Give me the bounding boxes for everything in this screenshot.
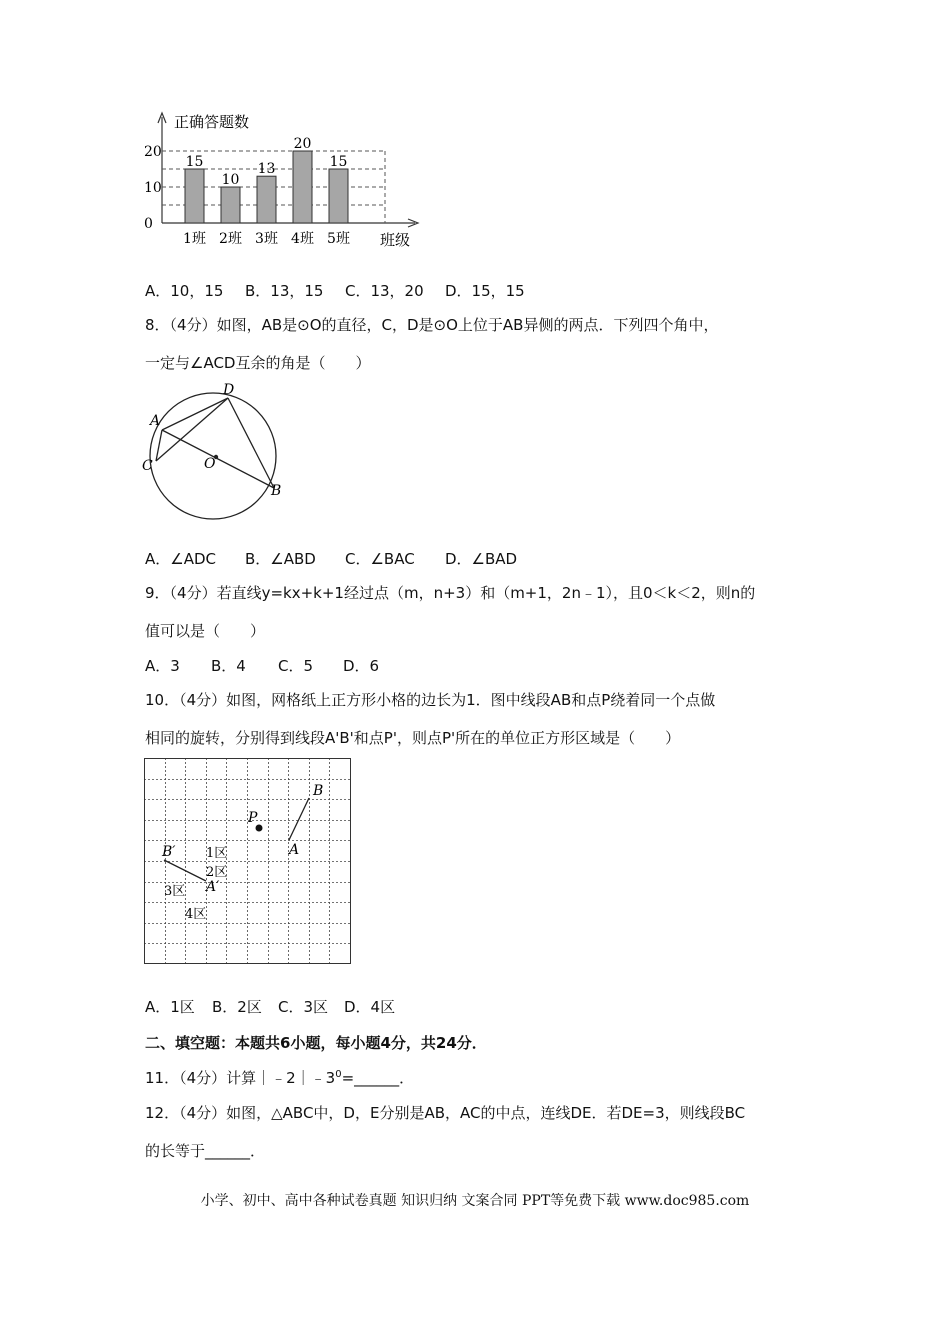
q11-prefix: 11．（4分）计算｜﹣2｜﹣3: [145, 1069, 336, 1087]
label-b-prime: B′: [162, 844, 176, 860]
q11-suffix: =______．: [341, 1069, 415, 1087]
choice-c[interactable]: C．3区: [278, 998, 329, 1016]
section-heading: 二、填空题：本题共6小题，每小题4分，共24分．: [145, 1034, 487, 1052]
bar: [257, 176, 276, 223]
label-b: B: [271, 483, 282, 499]
region-2-label: 2区: [206, 865, 228, 880]
q11-stem: [145, 1067, 414, 1088]
bar: [221, 187, 240, 223]
x-tick-label: 1班: [183, 231, 206, 247]
y-tick-label: 10: [144, 180, 162, 196]
label-b: B: [313, 783, 324, 799]
q11-exponent: 0: [335, 1069, 342, 1080]
segment-ab: [289, 798, 309, 840]
choice-b[interactable]: B．∠ABD: [245, 550, 316, 568]
bar-value-label: 15: [185, 154, 204, 170]
y-axis-label: 正确答题数: [174, 113, 250, 131]
x-tick-label: 3班: [255, 231, 278, 247]
y-tick-label: 20: [144, 144, 162, 160]
y-tick-label: 0: [144, 216, 153, 232]
bar: [293, 151, 312, 223]
choice-d[interactable]: D．15，15: [445, 282, 525, 300]
label-a-prime: A′: [206, 879, 220, 895]
choice-a[interactable]: A．1区: [145, 998, 195, 1016]
choice-a[interactable]: A．3: [145, 657, 180, 675]
choice-b[interactable]: B．13，15: [245, 282, 324, 300]
q8-stem-line1: 8．（4分）如图，AB是⊙O的直径，C，D是⊙O上位于AB异侧的两点．下列四个角中，: [145, 316, 719, 334]
q10-stem-line1: 10．（4分）如图，网格纸上正方形小格的边长为1．图中线段AB和点P绕着同一个点做: [145, 691, 716, 709]
label-p: P: [248, 810, 258, 826]
segment-ad: [162, 398, 228, 430]
segment-bd: [228, 398, 274, 488]
segment-ab: [162, 430, 274, 488]
q8-choices: [145, 548, 517, 569]
circle-figure: [138, 378, 288, 523]
label-a: A: [150, 413, 161, 429]
segment-a-prime-b-prime: [164, 860, 206, 881]
x-axis-label: 班级: [380, 231, 411, 249]
bar: [329, 169, 348, 223]
x-tick-label: 4班: [291, 231, 314, 247]
choice-d[interactable]: D．∠BAD: [445, 550, 518, 568]
circle-chords: [156, 398, 274, 488]
q8-stem-line2: 一定与∠ACD互余的角是（ ）: [145, 354, 371, 372]
q9-choices: [145, 655, 379, 676]
bar-value-label: 13: [257, 161, 276, 178]
choice-d[interactable]: D．4区: [344, 998, 396, 1016]
choice-a[interactable]: A．∠ADC: [145, 550, 216, 568]
bar-value-label: 20: [293, 136, 312, 152]
region-4-label: 4区: [185, 907, 207, 922]
choice-c[interactable]: C．5: [278, 657, 314, 675]
label-d: D: [223, 382, 235, 398]
q9-stem-line1: 9．（4分）若直线y=kx+k+1经过点（m，n+3）和（m+1，2n﹣1），且0＜k＜2，则n的: [145, 584, 756, 602]
label-o: O: [204, 456, 216, 472]
choice-b[interactable]: B．2区: [212, 998, 262, 1016]
region-1-label: 1区: [206, 846, 228, 861]
bar-value-label: 10: [221, 172, 240, 188]
q12-stem-line1: 12．（4分）如图，△ABC中，D，E分别是AB，AC的中点，连线DE．若DE=3，则线段BC: [145, 1104, 746, 1122]
grid-figure: [144, 758, 352, 966]
choice-a[interactable]: A．10，15: [145, 282, 224, 300]
chart-labels: [144, 113, 410, 249]
q10-stem-line2: 相同的旋转，分别得到线段A'B'和点P'，则点P'所在的单位正方形区域是（ ）: [145, 729, 681, 747]
segment-cd: [156, 398, 228, 461]
q12-stem-line2: 的长等于______．: [145, 1142, 266, 1160]
q9-stem-line2: 值可以是（ ）: [145, 622, 266, 640]
bar: [185, 169, 204, 223]
label-a: A: [289, 842, 300, 858]
q7-choices: [145, 280, 525, 301]
choice-c[interactable]: C．∠BAC: [345, 550, 415, 568]
x-tick-label: 5班: [327, 231, 350, 247]
choice-c[interactable]: C．13，20: [345, 282, 424, 300]
bar-chart: [140, 105, 430, 250]
choice-d[interactable]: D．6: [343, 657, 380, 675]
label-c: C: [142, 458, 153, 474]
x-tick-label: 2班: [219, 231, 242, 247]
bar-value-label: 15: [329, 154, 348, 170]
page-footer: 小学、初中、高中各种试卷真题 知识归纳 文案合同 PPT等免费下载 www.doc985.com: [200, 1193, 750, 1209]
choice-b[interactable]: B．4: [211, 657, 246, 675]
q10-choices: [145, 996, 395, 1017]
region-3-label: 3区: [164, 884, 186, 899]
